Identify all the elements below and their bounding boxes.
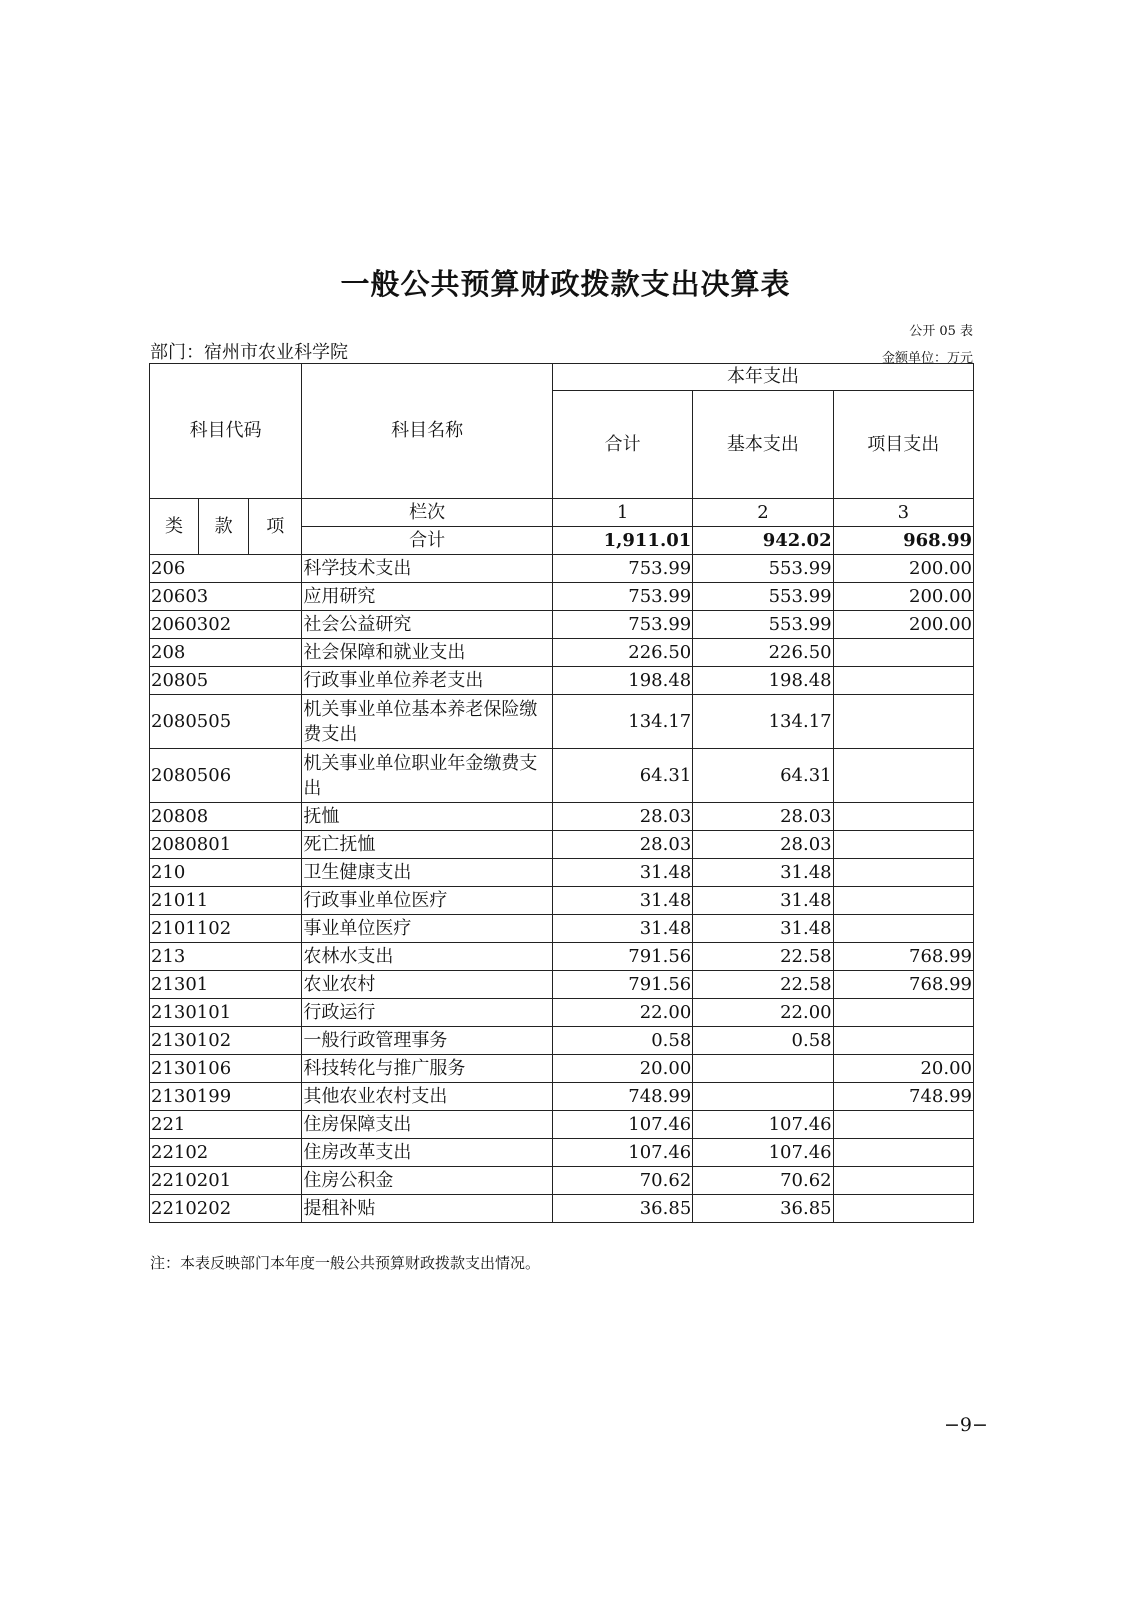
basic-cell: 31.48 bbox=[693, 887, 833, 915]
subject-name-cell: 住房公积金 bbox=[302, 1167, 553, 1195]
project-cell bbox=[833, 859, 973, 887]
total-cell: 31.48 bbox=[552, 887, 692, 915]
page-title: 一般公共预算财政拨款支出决算表 bbox=[340, 267, 791, 301]
total-cell: 28.03 bbox=[552, 803, 692, 831]
project-cell bbox=[833, 1167, 973, 1195]
total-cell: 36.85 bbox=[552, 1195, 692, 1223]
subject-name-cell: 一般行政管理事务 bbox=[302, 1027, 553, 1055]
header-subject-code: 科目代码 bbox=[150, 364, 302, 499]
basic-cell: 226.50 bbox=[693, 639, 833, 667]
basic-cell: 0.58 bbox=[693, 1027, 833, 1055]
subject-code-cell: 208 bbox=[150, 639, 302, 667]
total-cell: 0.58 bbox=[552, 1027, 692, 1055]
total-row-project: 968.99 bbox=[833, 527, 973, 555]
project-cell: 20.00 bbox=[833, 1055, 973, 1083]
subject-name-cell: 其他农业农村支出 bbox=[302, 1083, 553, 1111]
subject-name-cell: 机关事业单位基本养老保险缴费支出 bbox=[302, 695, 553, 749]
project-cell bbox=[833, 887, 973, 915]
project-cell bbox=[833, 1195, 973, 1223]
total-cell: 791.56 bbox=[552, 943, 692, 971]
page-number: −9− bbox=[944, 1414, 988, 1436]
subject-code-cell: 20808 bbox=[150, 803, 302, 831]
subject-code-cell: 2101102 bbox=[150, 915, 302, 943]
header-column-index: 栏次 bbox=[302, 499, 553, 527]
subject-code-cell: 2210201 bbox=[150, 1167, 302, 1195]
subject-code-cell: 2080801 bbox=[150, 831, 302, 859]
basic-cell: 107.46 bbox=[693, 1139, 833, 1167]
table-row bbox=[150, 1139, 974, 1167]
project-cell bbox=[833, 1111, 973, 1139]
subject-name-cell: 抚恤 bbox=[302, 803, 553, 831]
amount-unit-label: 金额单位：万元 bbox=[881, 351, 973, 366]
subject-name-cell: 住房改革支出 bbox=[302, 1139, 553, 1167]
table-note: 注：本表反映部门本年度一般公共预算财政拨款支出情况。 bbox=[150, 1254, 541, 1272]
basic-cell: 198.48 bbox=[693, 667, 833, 695]
header-col3: 3 bbox=[833, 499, 973, 527]
total-row-basic: 942.02 bbox=[693, 527, 833, 555]
subject-name-cell: 农林水支出 bbox=[302, 943, 553, 971]
basic-cell: 31.48 bbox=[693, 859, 833, 887]
header-kuan: 款 bbox=[199, 499, 249, 555]
subject-name-cell: 行政事业单位医疗 bbox=[302, 887, 553, 915]
table-row bbox=[150, 1055, 974, 1083]
form-number: 公开 05 表 bbox=[909, 324, 973, 339]
project-cell bbox=[833, 831, 973, 859]
subject-code-cell: 22102 bbox=[150, 1139, 302, 1167]
basic-cell: 553.99 bbox=[693, 555, 833, 583]
subject-code-cell: 2210202 bbox=[150, 1195, 302, 1223]
subject-code-cell: 2130106 bbox=[150, 1055, 302, 1083]
header-current-year-expense: 本年支出 bbox=[552, 364, 973, 391]
table-row bbox=[150, 803, 974, 831]
project-cell: 748.99 bbox=[833, 1083, 973, 1111]
basic-cell: 28.03 bbox=[693, 803, 833, 831]
total-cell: 22.00 bbox=[552, 999, 692, 1027]
total-cell: 753.99 bbox=[552, 611, 692, 639]
table-row bbox=[150, 583, 974, 611]
subject-name-cell: 机关事业单位职业年金缴费支出 bbox=[302, 749, 553, 803]
header-xiang: 项 bbox=[249, 499, 302, 555]
subject-code-cell: 2130101 bbox=[150, 999, 302, 1027]
subject-name-cell: 事业单位医疗 bbox=[302, 915, 553, 943]
project-cell bbox=[833, 915, 973, 943]
project-cell bbox=[833, 695, 973, 749]
total-cell: 107.46 bbox=[552, 1139, 692, 1167]
subject-code-cell: 2080506 bbox=[150, 749, 302, 803]
project-cell bbox=[833, 999, 973, 1027]
subject-name-cell: 社会保障和就业支出 bbox=[302, 639, 553, 667]
basic-cell: 134.17 bbox=[693, 695, 833, 749]
total-cell: 70.62 bbox=[552, 1167, 692, 1195]
header-project: 项目支出 bbox=[833, 391, 973, 499]
header-col1: 1 bbox=[552, 499, 692, 527]
basic-cell: 28.03 bbox=[693, 831, 833, 859]
subject-code-cell: 221 bbox=[150, 1111, 302, 1139]
table-row bbox=[150, 943, 974, 971]
subject-code-cell: 21011 bbox=[150, 887, 302, 915]
table-row bbox=[150, 667, 974, 695]
department-label: 部门：宿州市农业科学院 bbox=[150, 342, 348, 363]
header-lei: 类 bbox=[150, 499, 199, 555]
table-row bbox=[150, 859, 974, 887]
total-cell: 791.56 bbox=[552, 971, 692, 999]
basic-cell: 22.58 bbox=[693, 971, 833, 999]
subject-name-cell: 应用研究 bbox=[302, 583, 553, 611]
table-row bbox=[150, 831, 974, 859]
subject-code-cell: 2130102 bbox=[150, 1027, 302, 1055]
subject-name-cell: 提租补贴 bbox=[302, 1195, 553, 1223]
basic-cell: 64.31 bbox=[693, 749, 833, 803]
subject-name-cell: 死亡抚恤 bbox=[302, 831, 553, 859]
basic-cell: 70.62 bbox=[693, 1167, 833, 1195]
total-cell: 107.46 bbox=[552, 1111, 692, 1139]
subject-code-cell: 2060302 bbox=[150, 611, 302, 639]
subject-code-cell: 206 bbox=[150, 555, 302, 583]
table-row bbox=[150, 887, 974, 915]
basic-cell: 36.85 bbox=[693, 1195, 833, 1223]
project-cell: 200.00 bbox=[833, 555, 973, 583]
subject-code-cell: 210 bbox=[150, 859, 302, 887]
project-cell: 768.99 bbox=[833, 971, 973, 999]
total-cell: 20.00 bbox=[552, 1055, 692, 1083]
subject-code-cell: 213 bbox=[150, 943, 302, 971]
total-cell: 64.31 bbox=[552, 749, 692, 803]
table-row bbox=[150, 915, 974, 943]
table-row bbox=[150, 555, 974, 583]
subject-name-cell: 卫生健康支出 bbox=[302, 859, 553, 887]
basic-cell: 553.99 bbox=[693, 583, 833, 611]
total-cell: 31.48 bbox=[552, 915, 692, 943]
subject-name-cell: 行政事业单位养老支出 bbox=[302, 667, 553, 695]
project-cell bbox=[833, 639, 973, 667]
project-cell bbox=[833, 1139, 973, 1167]
table-row bbox=[150, 639, 974, 667]
project-cell: 200.00 bbox=[833, 583, 973, 611]
subject-name-cell: 农业农村 bbox=[302, 971, 553, 999]
header-col2: 2 bbox=[693, 499, 833, 527]
basic-cell bbox=[693, 1055, 833, 1083]
header-total: 合计 bbox=[552, 391, 692, 499]
total-cell: 28.03 bbox=[552, 831, 692, 859]
header-subject-name: 科目名称 bbox=[302, 364, 553, 499]
expense-table bbox=[149, 363, 974, 1223]
subject-name-cell: 科学技术支出 bbox=[302, 555, 553, 583]
total-cell: 134.17 bbox=[552, 695, 692, 749]
basic-cell: 22.00 bbox=[693, 999, 833, 1027]
table-row bbox=[150, 971, 974, 999]
total-cell: 748.99 bbox=[552, 1083, 692, 1111]
table-row bbox=[150, 1167, 974, 1195]
total-cell: 753.99 bbox=[552, 555, 692, 583]
total-cell: 31.48 bbox=[552, 859, 692, 887]
subject-name-cell: 科技转化与推广服务 bbox=[302, 1055, 553, 1083]
table-row bbox=[150, 749, 974, 803]
table-row bbox=[150, 999, 974, 1027]
project-cell bbox=[833, 1027, 973, 1055]
basic-cell: 553.99 bbox=[693, 611, 833, 639]
subject-code-cell: 20603 bbox=[150, 583, 302, 611]
subject-code-cell: 21301 bbox=[150, 971, 302, 999]
table-row bbox=[150, 1195, 974, 1223]
header-basic: 基本支出 bbox=[693, 391, 833, 499]
total-row-total: 1,911.01 bbox=[552, 527, 692, 555]
basic-cell: 22.58 bbox=[693, 943, 833, 971]
project-cell: 768.99 bbox=[833, 943, 973, 971]
total-cell: 198.48 bbox=[552, 667, 692, 695]
total-cell: 753.99 bbox=[552, 583, 692, 611]
subject-name-cell: 社会公益研究 bbox=[302, 611, 553, 639]
table-row bbox=[150, 695, 974, 749]
subject-code-cell: 2080505 bbox=[150, 695, 302, 749]
project-cell: 200.00 bbox=[833, 611, 973, 639]
total-row-label: 合计 bbox=[302, 527, 553, 555]
project-cell bbox=[833, 667, 973, 695]
project-cell bbox=[833, 803, 973, 831]
subject-name-cell: 行政运行 bbox=[302, 999, 553, 1027]
basic-cell: 31.48 bbox=[693, 915, 833, 943]
subject-code-cell: 2130199 bbox=[150, 1083, 302, 1111]
table-row bbox=[150, 1027, 974, 1055]
table-row bbox=[150, 611, 974, 639]
project-cell bbox=[833, 749, 973, 803]
table-row bbox=[150, 1111, 974, 1139]
total-cell: 226.50 bbox=[552, 639, 692, 667]
subject-code-cell: 20805 bbox=[150, 667, 302, 695]
basic-cell: 107.46 bbox=[693, 1111, 833, 1139]
basic-cell bbox=[693, 1083, 833, 1111]
table-row bbox=[150, 1083, 974, 1111]
subject-name-cell: 住房保障支出 bbox=[302, 1111, 553, 1139]
